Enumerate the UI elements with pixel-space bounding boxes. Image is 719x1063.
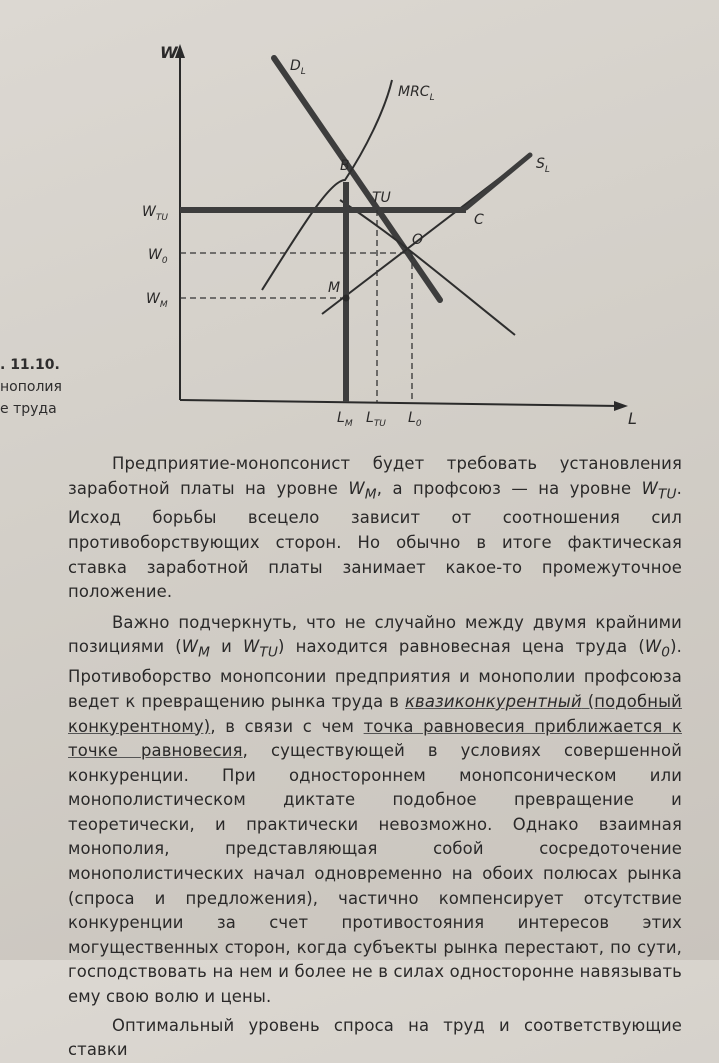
axis-x-label: L: [628, 409, 637, 428]
point-m-dot: [343, 295, 350, 302]
labor-market-figure: [0, 30, 719, 450]
figure-caption-line3: е труда: [0, 401, 57, 417]
x-axis-arrow-icon: [614, 401, 628, 411]
mrc-curve: [262, 80, 392, 290]
supply-label: $S_L$: [536, 156, 550, 175]
tick-ltu: $L_{TU}$: [366, 410, 386, 429]
point-b-label: B: [340, 158, 350, 174]
tick-wtu: $W_{TU}$: [142, 204, 168, 223]
point-tu-label: TU: [372, 190, 391, 206]
figure-caption-line2: нополия: [0, 379, 62, 395]
point-o-label: O: [412, 232, 424, 248]
x-axis: [180, 400, 620, 406]
tick-w0: $W_0$: [148, 247, 168, 266]
point-c-label: C: [474, 212, 484, 228]
tick-wm: $W_M$: [146, 291, 168, 310]
tick-lm: $L_M$: [337, 410, 353, 429]
tick-l0: $L_0$: [408, 410, 422, 429]
marginal-revenue-curve: [340, 200, 515, 335]
paragraph-1: Предприятие-монопсонист будет требовать установления заработной платы на уровне $W_M$, а профсоюз — на уровне $W_{TU}$. Исход борьбы всецело зависит от соотношения сил противоборствующих сторон. Но обычно в итоге фактическая ставка заработной платы занимает какое-то промежуточное положение.: [68, 454, 682, 602]
mrc-label: $MRC_L$: [398, 84, 435, 103]
equilibrium-phrase: точка равновесия приближается к точке равновесия: [68, 716, 682, 761]
quasi-competitive-term: квазиконкурентный: [404, 691, 582, 711]
supply-curve-thick: [466, 155, 530, 208]
demand-label: $D_L$: [290, 58, 306, 77]
axis-y-label: W: [160, 43, 178, 62]
body-text: [68, 452, 682, 1063]
point-m-label: M: [328, 280, 341, 296]
figure-caption-number: . 11.10.: [0, 357, 60, 373]
paragraph-2: Важно подчеркнуть, что не случайно между двумя крайними позициями ($W_M$ и $W_{TU}$) находится равновесная цена труда $(W_0)$. Противоборство монопсонии предприятия и монополии профсоюза ведет к превращению рынка труда в квазиконкурентный (подобный конкурентному), в связи с чем точка равновесия приближается к точке равновесия, существующей в условиях совершенной конкуренции. При одностороннем монопсоническом или монополистическом диктате подобное превращение и теоретически, и практически невозможно. Однако взаимная монополия, представляющая собой сосредоточение монополистических начал одновременно на обоих полюсах рынка (спроса и предложения), частично компенсирует отсутствие конкуренции за счет противостояния интересов этих могущественных сторон, когда субъекты рынка перестают, по сути, господствовать на нем и более не в силах односторонне навязывать ему свою волю и цены.: [68, 612, 683, 1007]
paragraph-3: Оптимальный уровень спроса на труд и соответствующие ставки: [68, 1015, 682, 1060]
